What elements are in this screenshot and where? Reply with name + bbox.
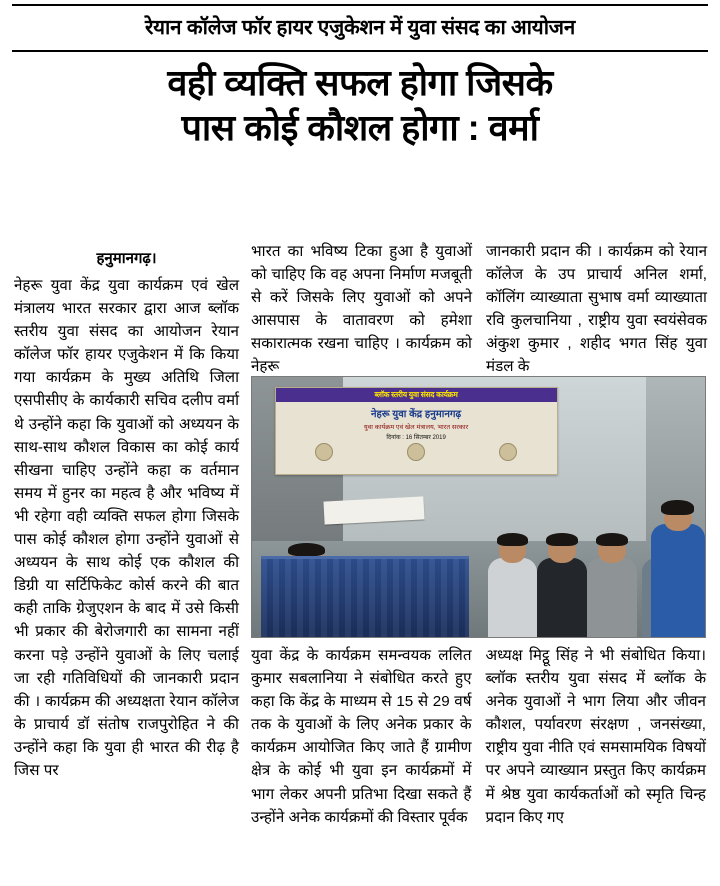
banner-top-text: ब्लॉक स्तरीय युवा संसद कार्यक्रम <box>276 388 557 402</box>
person-guest-1-torso <box>488 558 538 637</box>
person-guest-1 <box>488 517 538 637</box>
event-banner <box>275 387 558 475</box>
article-kicker: रेयान कॉलेज फॉर हायर एजुकेशन में युवा संसद का आयोजन <box>144 16 575 39</box>
person-standing <box>651 476 705 637</box>
banner-sub-text: युवा कार्यक्रम एवं खेल मंत्रालय, भारत सरकार <box>363 424 469 432</box>
column-2-bottom-text: युवा केंद्र के कार्यक्रम समन्वयक ललित कुमार सबलानिया ने संबोधित करते हुए कहा कि केंद्र के माध्यम से 15 से 29 वर्ष तक के युवाओं के लिए अनेक प्रकार के कार्यक्रम आयोजित किए जाते हैं ग्रामीण क्षेत्र के कोई भी युवा इन कार्यक्रमों में भाग लेकर अपनी प्रतिभा दिखा सकते हैं उन्होंने अनेक कार्यक्रमों की विस्तार पूर्वक <box>251 647 472 826</box>
banner-logo-icon <box>407 443 425 461</box>
headline-line-1: वही व्यक्ति सफल होगा जिसके <box>167 62 553 104</box>
banner-seal-icon <box>499 443 517 461</box>
column-1-text: नेहरू युवा केंद्र युवा कार्यक्रम एवं खेल मंत्रालय भारत सरकार द्वारा आज ब्लॉक स्तरीय युवा संसद का आयोजन रेयान कॉलेज फॉर हायर एजुकेशन में कि किया गया कार्यक्रम के मुख्य अतिथि जिला एसपीसीए के कार्यकारी सचिव दलीप वर्मा थे उन्होंने कहा कि युवाओं को अध्ययन के साथ-साथ कौशल विकास का कोई कार्य सीखना चाहिए उन्होंने कहा क वर्तमान समय में हुनर का महत्व है और भविष्य में भी रहेगा वही व्यक्ति सफल होगा जिसके पास कोई कौशल होगा उन्होंने युवाओं से अध्ययन के साथ कोई एक कौशल की डिग्री या सर्टिफिकेट कोर्स करने की बात कही ताकि ग्रेजुएशन के बाद में उसे किसी भी प्रकार की बेरोजगारी का सामना नहीं करना पड़े उन्होंने युवाओं के लिए चलाई जा रही गतिविधियों की जानकारी प्रदान की । कार्यक्रम की अध्यक्षता रेयान कॉलेज के प्राचार्य डॉ संतोष राजपुरोहित ने की उन्होंने कहा कि युवा ही भारत की रीढ़ है जिस पर <box>14 277 239 779</box>
person-guest-1-hair <box>497 533 529 546</box>
kicker-wrap <box>0 6 720 44</box>
column-3-top-text: जानकारी प्रदान की । कार्यक्रम को रेयान कॉलेज के उप प्राचार्य अनिल शर्मा, कॉलिंग व्याख्याता सुभाष वर्मा व्याख्याता रवि कुलचानिया , राष्ट्रीय युवा स्वयंसेवक अंकुश कुमार , शहीद भगत सिंह युवा मंडल के <box>486 243 707 376</box>
headline-line-2: पास कोई कौशल होगा : वर्मा <box>181 107 539 149</box>
article-column-3-bottom <box>486 644 707 829</box>
page-title <box>0 52 720 154</box>
person-speaker-hair <box>288 543 325 556</box>
table-cloth <box>261 559 469 637</box>
article-column-1 <box>14 238 239 782</box>
person-guest-3-hair <box>596 533 628 546</box>
article-bottom-columns <box>251 644 706 829</box>
column-3-bottom-text: अध्यक्ष मिट्ठू सिंह ने भी संबोधित किया। ब्लॉक स्तरीय युवा संसद में ब्लॉक के अनेक युवाओं ने भाग लिया और जीवन कौशल, पर्यावरण संरक्षण , जनसंख्या, राष्ट्रीय युवा नीति एवं समसामयिक विषयों पर अपने व्याख्यान प्रस्तुत किए कार्यक्रम में श्रेष्ठ युवा कार्यकर्ताओं को स्मृति चिन्ह प्रदान किए गए <box>485 647 706 826</box>
person-guest-2 <box>537 517 587 637</box>
article-column-2-bottom <box>251 644 472 829</box>
article-column-2-top <box>251 238 472 379</box>
column-2-top-text: भारत का भविष्य टिका हुआ है युवाओं को चाहिए कि वह अपना निर्माण मजबूती से करें जिसके लिए युवाओं को अपने आसपास के वातावरण को हमेशा सकारात्मक रखना चाहिए । कार्यक्रम को नेहरू <box>251 243 472 376</box>
article-column-3-top <box>486 238 707 379</box>
banner-badges <box>276 441 557 463</box>
person-standing-torso <box>651 524 705 637</box>
person-guest-3-torso <box>587 558 637 637</box>
banner-emblem-icon <box>315 443 333 461</box>
article-photo-wrap <box>251 376 706 638</box>
person-guest-2-torso <box>537 558 587 637</box>
banner-date-text: दिनांक : 16 सितम्बर 2019 <box>386 435 446 442</box>
banner-main-text: नेहरू युवा कें‌द्र हनुमानगढ़ <box>370 409 462 421</box>
person-standing-hair <box>661 500 694 515</box>
head-table <box>261 556 469 637</box>
newspaper-page <box>0 4 720 886</box>
person-guest-3 <box>587 517 637 637</box>
article-photo <box>251 376 706 638</box>
dateline: हनुमानगढ़। <box>96 250 157 267</box>
person-guest-2-hair <box>546 533 578 546</box>
